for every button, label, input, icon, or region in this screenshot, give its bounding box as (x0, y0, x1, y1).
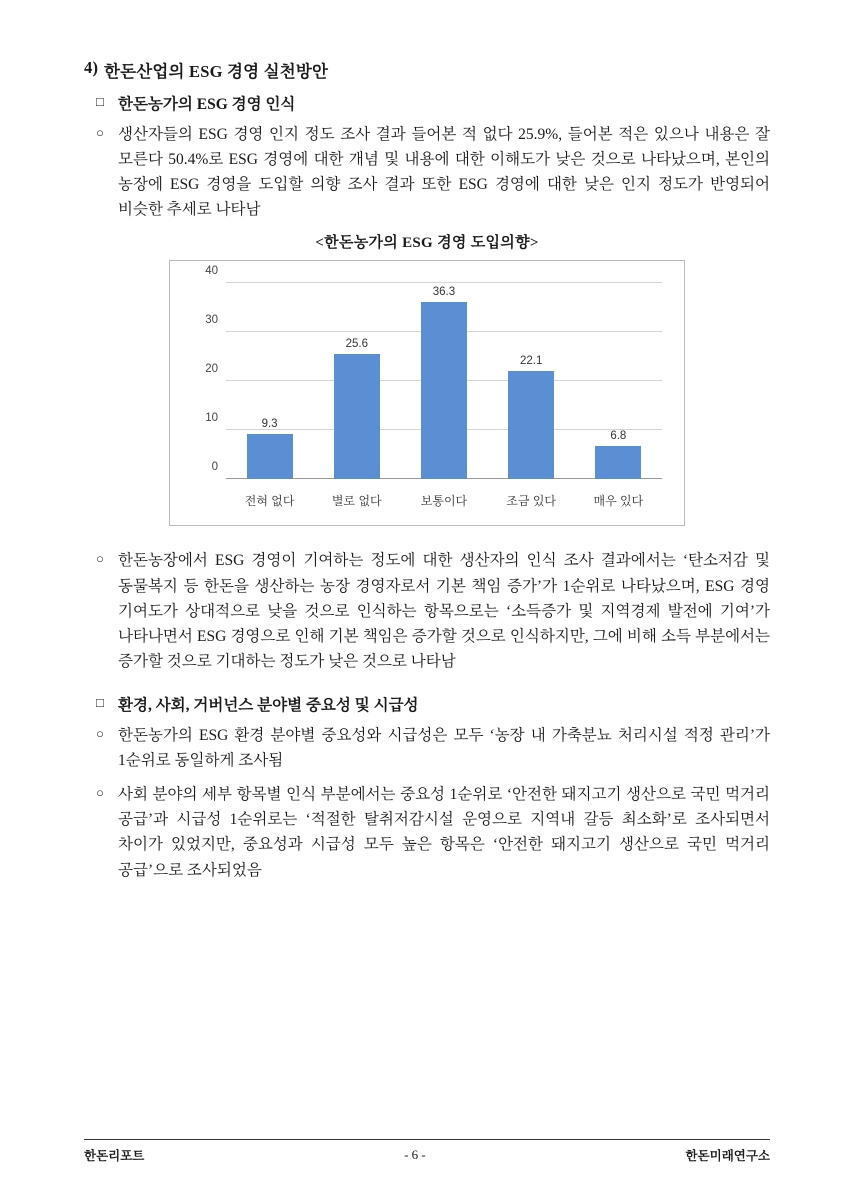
x-label: 매우 있다 (593, 494, 644, 509)
page-footer (84, 1139, 770, 1164)
square-marker-icon: □ (96, 94, 104, 109)
paragraph-2-text: 한돈농장에서 ESG 경영이 기여하는 정도에 대한 생산자의 인식 조사 결과에서는 ‘탄소저감 및 동물복지 등 한돈을 생산하는 농장 경영자로서 기본 책임 증가’가 1순위로 나타났으며, ESG 경영 기여도가 상대적으로 낮을 것으로 인식하는 항목으로는 ‘소득증가 및 지역경제 발전에 기여’가 나타나면서 ESG 경영으로 인해 기본 책임은 증가할 것으로 인식하지만, 그에 비해 소득 부분에서는 증가할 것으로 기대하는 정도가 낮은 것으로 나타남 (118, 552, 770, 670)
section-number: 4) (84, 58, 99, 77)
bar (334, 354, 380, 479)
chart-x-axis-labels (226, 492, 662, 509)
bar-value-label: 22.1 (519, 355, 543, 368)
paragraph-1 (96, 122, 770, 222)
circle-marker-icon: ○ (96, 725, 104, 741)
bar (247, 434, 293, 480)
bar-value-label: 25.6 (345, 338, 368, 350)
bar (508, 371, 554, 479)
y-tick-0: 0 (211, 461, 218, 474)
x-label: 조금 있다 (506, 494, 556, 509)
bar-column (230, 283, 308, 479)
y-tick-30: 30 (205, 314, 218, 327)
x-label: 전혀 없다 (244, 494, 295, 509)
bar-column (492, 283, 570, 479)
footer-right: 한돈미래연구소 (685, 1149, 770, 1163)
paragraph-4 (96, 782, 770, 882)
y-tick-10: 10 (205, 412, 218, 425)
circle-marker-icon: ○ (96, 551, 104, 567)
bar-value-label: 9.3 (261, 417, 278, 430)
bar-value-label: 36.3 (432, 285, 456, 298)
subsection-title-1: 한돈농가의 ESG 경영 인식 (118, 96, 296, 113)
bar-value-label: 6.8 (610, 430, 627, 443)
bar (421, 302, 467, 480)
paragraph-1-text: 생산자들의 ESG 경영 인지 정도 조사 결과 들어본 적 없다 25.9%, 들어본 적은 있으나 내용은 잘 모른다 50.4%로 ESG 경영에 대한 개념 및 내용에 대한 이해도가 낮은 것으로 나타났으며, 본인의 농장에 ESG 경영을 도입할 의향 조사 결과 또한 ESG 경영에 대한 낮은 인지 정도가 반영되어 비슷한 추세로 나타남 (118, 126, 770, 219)
chart-bars (226, 283, 662, 479)
paragraph-2 (96, 548, 770, 674)
bar-chart (169, 260, 685, 526)
chart-block (84, 231, 770, 526)
paragraph-4-text: 사회 분야의 세부 항목별 인식 부분에서는 중요성 1순위로 ‘안전한 돼지고기 생산으로 국민 먹거리 공급’과 시급성 1순위로는 ‘적절한 탈취저감시설 운영으로 지역내 갈등 최소화’로 조사되면서 차이가 있었지만, 중요성과 시급성 모두 높은 항목은 ‘안전한 돼지고기 생산으로 국민 먹거리 공급’으로 조사되었음 (118, 786, 770, 879)
circle-marker-icon: ○ (96, 785, 104, 801)
y-tick-40: 40 (205, 265, 218, 278)
bar-column (405, 283, 483, 479)
chart-title: <한돈농가의 ESG 경영 도입의향> (315, 235, 539, 252)
bar (595, 446, 641, 479)
subsection-heading-1 (96, 92, 770, 114)
page-number: - 6 - (404, 1147, 426, 1162)
circle-marker-icon: ○ (96, 125, 104, 140)
square-marker-icon: □ (96, 694, 104, 710)
x-label: 별로 없다 (331, 494, 382, 509)
subsection-heading-2 (96, 693, 770, 715)
bar-column (579, 283, 657, 479)
chart-plot-area (205, 265, 662, 479)
x-label: 보통이다 (420, 494, 468, 509)
document-content (84, 58, 770, 892)
subsection-title-2: 환경, 사회, 거버넌스 분야별 중요성 및 시급성 (118, 696, 419, 714)
section-title: 한돈산업의 ESG 경영 실천방안 (104, 62, 329, 81)
paragraph-3 (96, 723, 770, 773)
bar-column (318, 283, 396, 479)
paragraph-3-text: 한돈농가의 ESG 환경 분야별 중요성와 시급성은 모두 ‘농장 내 가축분뇨 처리시설 적정 관리’가 1순위로 동일하게 조사됨 (118, 726, 770, 770)
footer-left: 한돈리포트 (84, 1149, 145, 1163)
y-tick-20: 20 (205, 363, 218, 376)
section-heading (84, 58, 770, 82)
